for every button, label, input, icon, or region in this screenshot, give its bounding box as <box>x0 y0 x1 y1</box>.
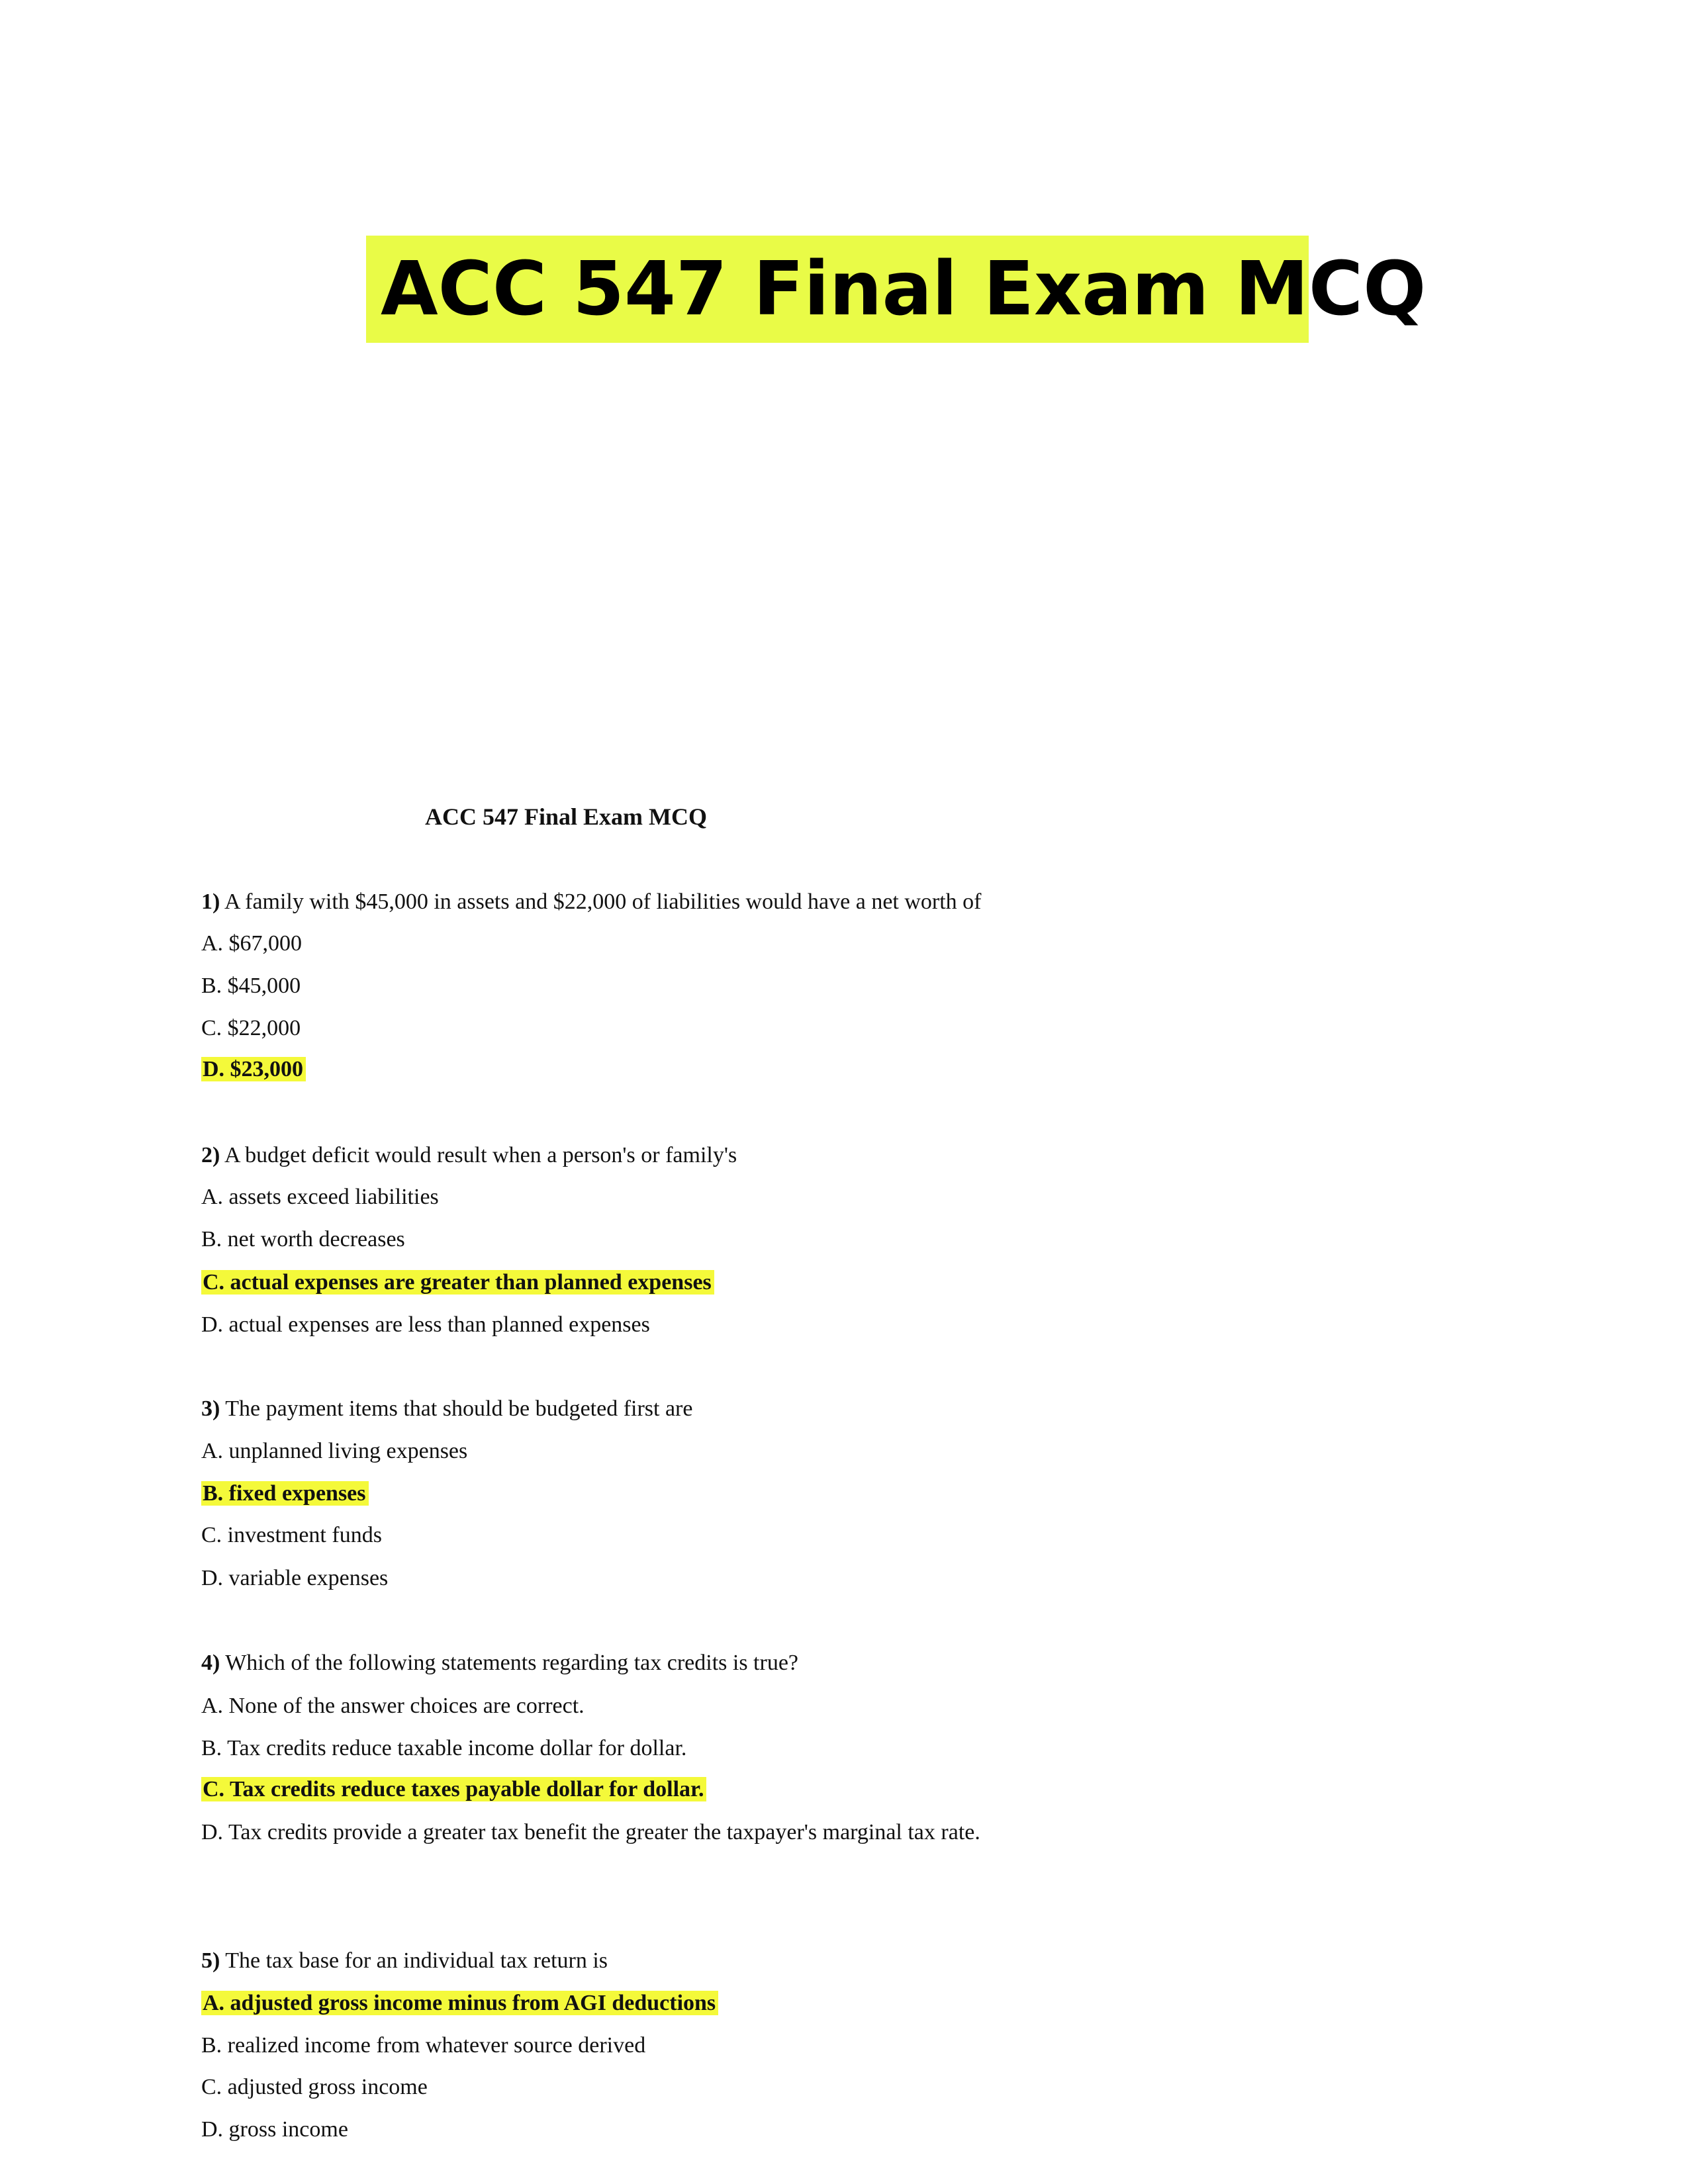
question-1-option-b: B. $45,000 <box>201 974 301 998</box>
question-2 <box>201 1140 737 1171</box>
question-5-option-b: B. realized income from whatever source derived <box>201 2033 646 2058</box>
document-title: ACC 547 Final Exam MCQ <box>425 803 707 830</box>
highlighted-answer: D. $23,000 <box>201 1057 306 1081</box>
question-5-text: The tax base for an individual tax return is <box>225 1948 608 1973</box>
question-5 <box>201 1946 608 1976</box>
question-3-number: 3) <box>201 1396 220 1421</box>
question-4-option-d: D. Tax credits provide a greater tax benefit the greater the taxpayer's marginal tax rate. <box>201 1820 980 1844</box>
question-2-text: A budget deficit would result when a person's or family's <box>224 1143 737 1167</box>
question-2-option-b: B. net worth decreases <box>201 1227 405 1251</box>
question-4-option-c-correct <box>201 1774 706 1805</box>
question-4-option-b: B. Tax credits reduce taxable income dollar for dollar. <box>201 1736 687 1760</box>
highlighted-answer: C. Tax credits reduce taxes payable dollar for dollar. <box>201 1777 706 1801</box>
question-4-number: 4) <box>201 1651 220 1675</box>
highlighted-answer: A. adjusted gross income minus from AGI deductions <box>201 1991 718 2015</box>
question-3 <box>201 1394 692 1424</box>
highlighted-answer: B. fixed expenses <box>201 1481 369 1506</box>
question-2-option-a: A. assets exceed liabilities <box>201 1185 439 1209</box>
question-3-option-d: D. variable expenses <box>201 1566 389 1590</box>
question-4-option-a: A. None of the answer choices are correct. <box>201 1694 585 1718</box>
question-2-number: 2) <box>201 1143 220 1167</box>
question-1-option-a: A. $67,000 <box>201 931 303 956</box>
question-3-option-c: C. investment funds <box>201 1523 382 1547</box>
question-3-option-b-correct <box>201 1479 369 1509</box>
question-1-option-c: C. $22,000 <box>201 1016 301 1040</box>
question-5-option-c: C. adjusted gross income <box>201 2075 428 2099</box>
question-2-option-c-correct <box>201 1267 714 1298</box>
question-1-number: 1) <box>201 889 220 914</box>
question-3-option-a: A. unplanned living expenses <box>201 1439 468 1463</box>
question-1-text: A family with $45,000 in assets and $22,000 of liabilities would have a net worth of <box>224 889 982 914</box>
question-5-number: 5) <box>201 1948 220 1973</box>
highlighted-answer: C. actual expenses are greater than planned expenses <box>201 1270 714 1295</box>
question-4-text: Which of the following statements regarding tax credits is true? <box>225 1651 799 1675</box>
question-4 <box>201 1648 798 1678</box>
question-5-option-a-correct <box>201 1988 718 2019</box>
question-3-text: The payment items that should be budgeted first are <box>225 1396 693 1421</box>
banner-title: ACC 547 Final Exam MCQ <box>381 246 1427 332</box>
question-2-option-d: D. actual expenses are less than planned expenses <box>201 1312 650 1337</box>
question-1 <box>201 887 982 917</box>
question-5-option-d: D. gross income <box>201 2117 348 2142</box>
question-1-option-d-correct <box>201 1054 306 1085</box>
